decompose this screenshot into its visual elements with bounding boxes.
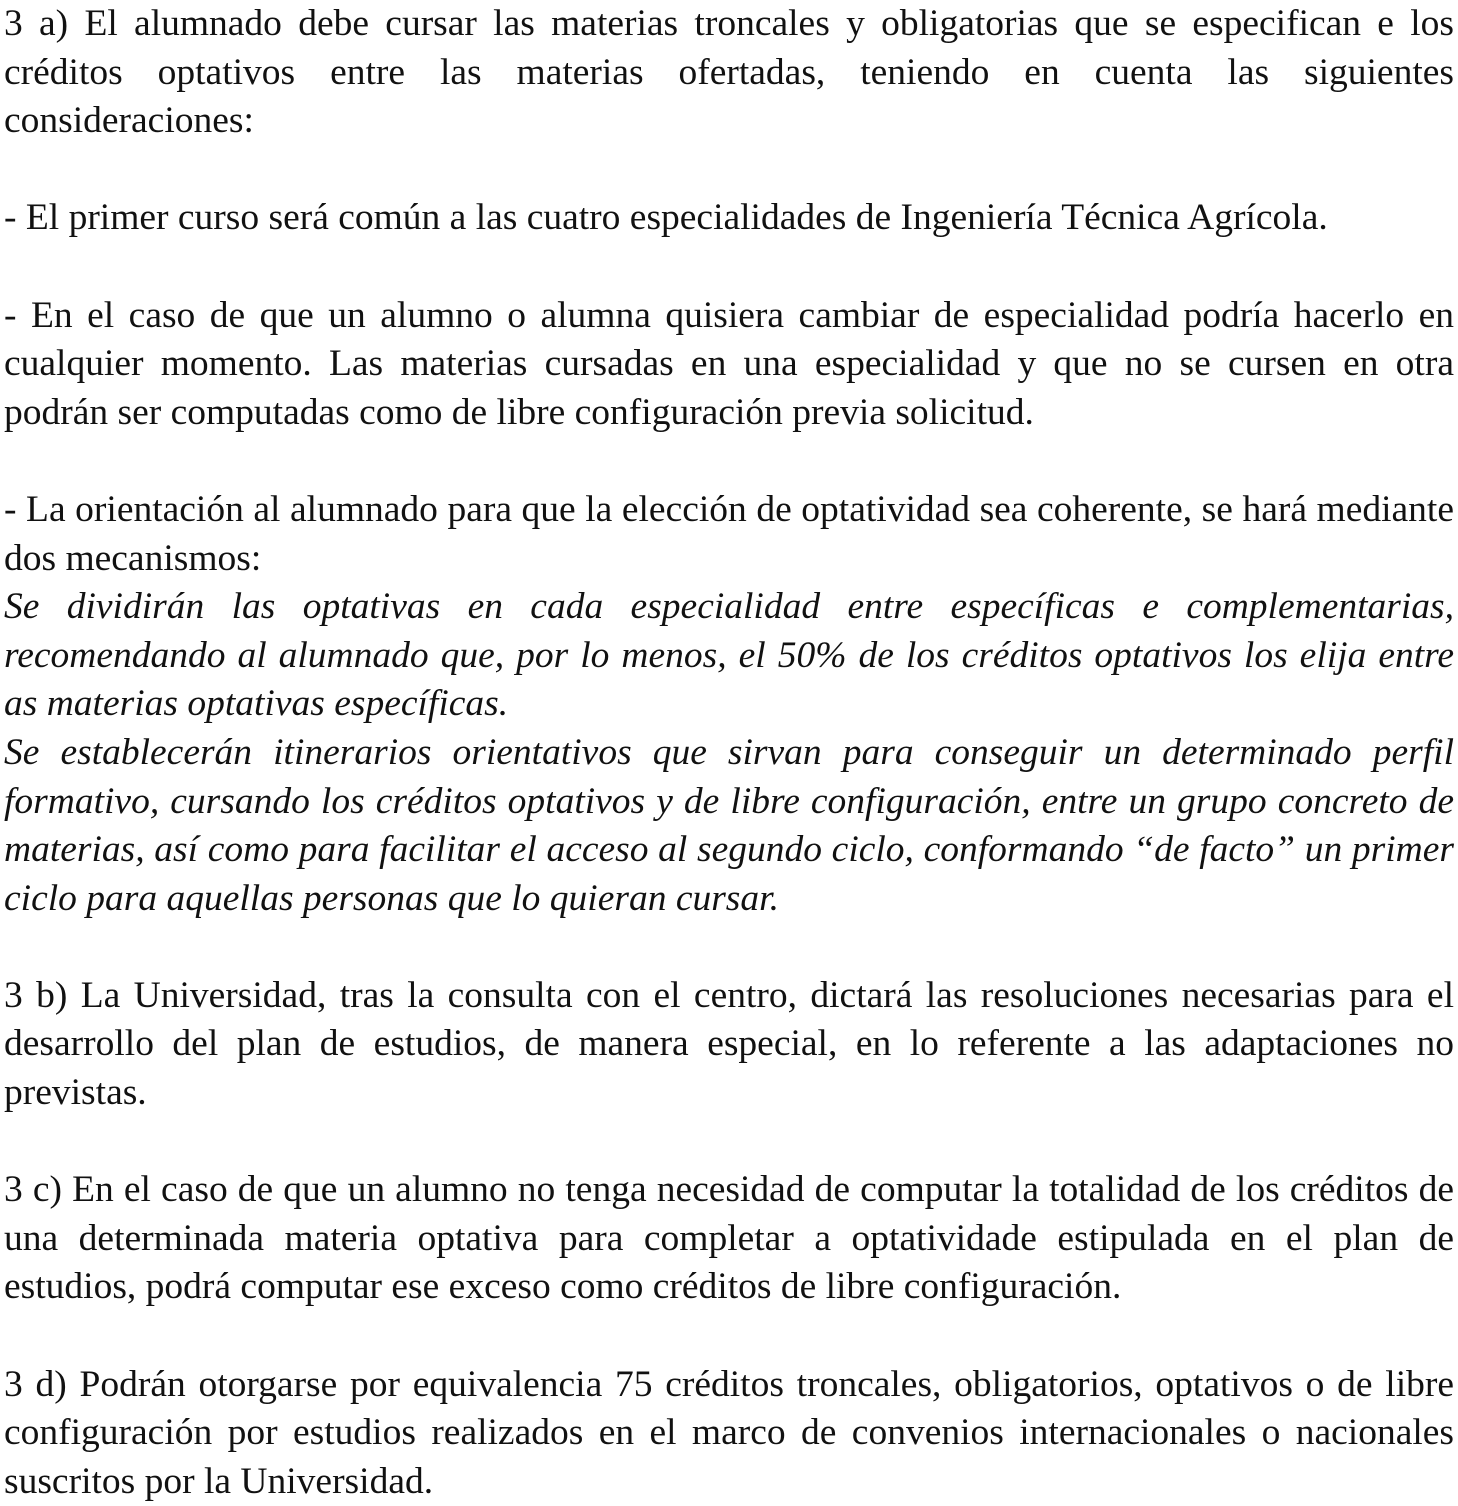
section-3a-point-2: - En el caso de que un alumno o alumna quisiera cambiar de especialidad podría hacerlo en cualquier momento. Las materias cursadas en una especialidad y que no se cursen en otra podrán ser computadas como de libre configuración previa solicitud. bbox=[4, 294, 1454, 433]
paragraph-gap bbox=[4, 243, 1454, 292]
section-3a-point-3: - La orientación al alumnado para que la elección de optatividad sea coherente, se hará mediante dos mecanismos: bbox=[4, 488, 1454, 579]
section-3b: 3 b) La Universidad, tras la consulta con el centro, dictará las resoluciones necesarias para el desarrollo del plan de estudios, de manera especial, en lo referente a las adaptaciones no previstas. bbox=[4, 974, 1454, 1114]
section-3a-mechanism-1: Se dividirán las optativas en cada especialidad entre específicas e complementarias, recomendando al alumnado que, por lo menos, el 50% de los créditos optativos los elija entre as materias optativas específicas. bbox=[4, 586, 1454, 725]
document-page bbox=[4, 0, 1454, 1506]
section-3a-intro: 3 a) El alumnado debe cursar las materias troncales y obligatorias que se especifican e los créditos optativos entre las materias ofertadas, teniendo en cuenta las siguientes consideraciones: bbox=[4, 3, 1454, 142]
section-3c: 3 c) En el caso de que un alumno no tenga necesidad de computar la totalidad de los créditos de una determinada materia optativa para completar a optatividade estipulada en el plan de estudios, podrá computar ese exceso como créditos de libre configuración. bbox=[4, 1169, 1454, 1308]
section-3a-mechanism-2: Se establecerán itinerarios orientativos que sirvan para conseguir un determinado perfil formativo, cursando los créditos optativos y de libre configuración, entre un grupo concreto de materias, así como para facilitar el acceso al segundo ciclo, conformando “de facto” un primer ciclo para aquellas personas que lo quieran cursar. bbox=[4, 731, 1454, 919]
paragraph-gap bbox=[4, 1312, 1454, 1361]
paragraph-gap bbox=[4, 146, 1454, 195]
paragraph-gap bbox=[4, 923, 1454, 972]
paragraph-gap bbox=[4, 1118, 1454, 1167]
section-3a-point-1: - El primer curso será común a las cuatro especialidades de Ingeniería Técnica Agrícola. bbox=[4, 197, 1328, 239]
section-3d: 3 d) Podrán otorgarse por equivalencia 75 créditos troncales, obligatorios, optativos o de libre configuración por estudios realizados en el marco de convenios internacionales o nacionales suscritos por la Universidad. bbox=[4, 1363, 1454, 1502]
paragraph-gap bbox=[4, 437, 1454, 486]
